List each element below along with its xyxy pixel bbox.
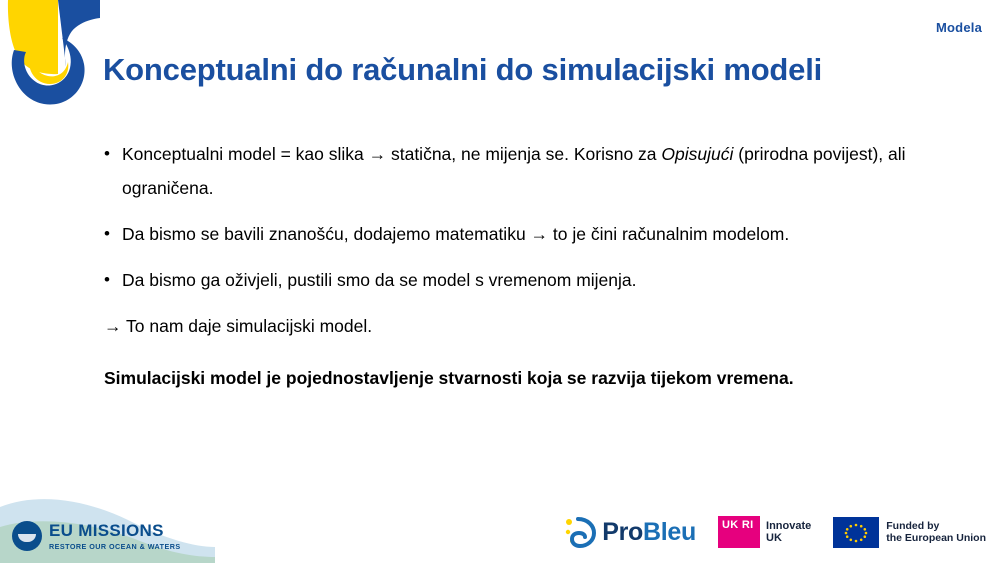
eu-missions-title — [49, 522, 181, 540]
list-item — [100, 137, 940, 205]
innovate-uk-wordmark — [766, 520, 811, 545]
eu-missions-badge — [0, 487, 215, 563]
brand-logo-mark — [0, 0, 106, 112]
list-item-text-post: (prirodna povijest), ali ograničena. — [122, 144, 906, 198]
definition-bold-line: Simulacijski model je pojednostavljenje stvarnosti koja se razvija tijekom vremena. — [104, 368, 794, 388]
probleu-mark-icon — [562, 515, 596, 549]
eu-missions-title-missions: MISSIONS — [78, 520, 164, 540]
footer-logo-row — [562, 515, 986, 549]
eu-funding-line1: Funded by — [886, 519, 940, 532]
eu-missions-subtitle: RESTORE OUR OCEAN & WATERS — [49, 541, 181, 551]
probleu-logo — [562, 515, 696, 549]
eu-flag-icon — [833, 517, 879, 548]
list-item-text-pre: Konceptualni model = kao slika → statična, ne mijenja se. Korisno za — [122, 144, 662, 164]
list-item-text-pre: Da bismo ga oživjeli, pustili smo da se model s vremenom mijenja. — [122, 270, 637, 290]
probleu-word-pro: Pro — [602, 517, 644, 546]
list-item-text-pre: Da bismo se bavili znanošću, dodajemo matematiku → to je čini računalnim modelom. — [122, 224, 790, 244]
eu-missions-title-eu: EU — [49, 520, 79, 540]
probleu-word-bleu: Bleu — [643, 517, 697, 546]
bullet-icon: • — [104, 224, 110, 243]
eu-funding-wordmark — [886, 520, 986, 545]
ocean-globe-icon — [12, 521, 42, 551]
eu-funding-logo — [833, 517, 986, 548]
conclusion-arrow-line: → To nam daje simulacijski model. — [104, 316, 373, 336]
list-item-text — [122, 217, 940, 251]
header-right-label: Modela — [936, 20, 982, 35]
list-item — [100, 217, 940, 251]
body-content — [100, 137, 940, 395]
list-item — [100, 263, 940, 297]
eu-funding-line2: the European Union — [886, 532, 986, 544]
innovate-uk-line1: Innovate — [766, 519, 812, 532]
list-item-text — [122, 263, 940, 297]
innovate-uk-logo — [718, 516, 811, 548]
list-item-text — [122, 137, 940, 205]
page-title: Konceptualni do računalni do simulacijski modeli — [103, 52, 823, 87]
ukri-mark: UK RI — [718, 516, 760, 548]
list-item-text-italic: Opisujući — [661, 144, 734, 164]
innovate-uk-line2: UK — [766, 532, 782, 544]
bullet-icon: • — [104, 270, 110, 289]
bullet-icon: • — [104, 144, 110, 163]
probleu-wordmark — [602, 518, 696, 547]
